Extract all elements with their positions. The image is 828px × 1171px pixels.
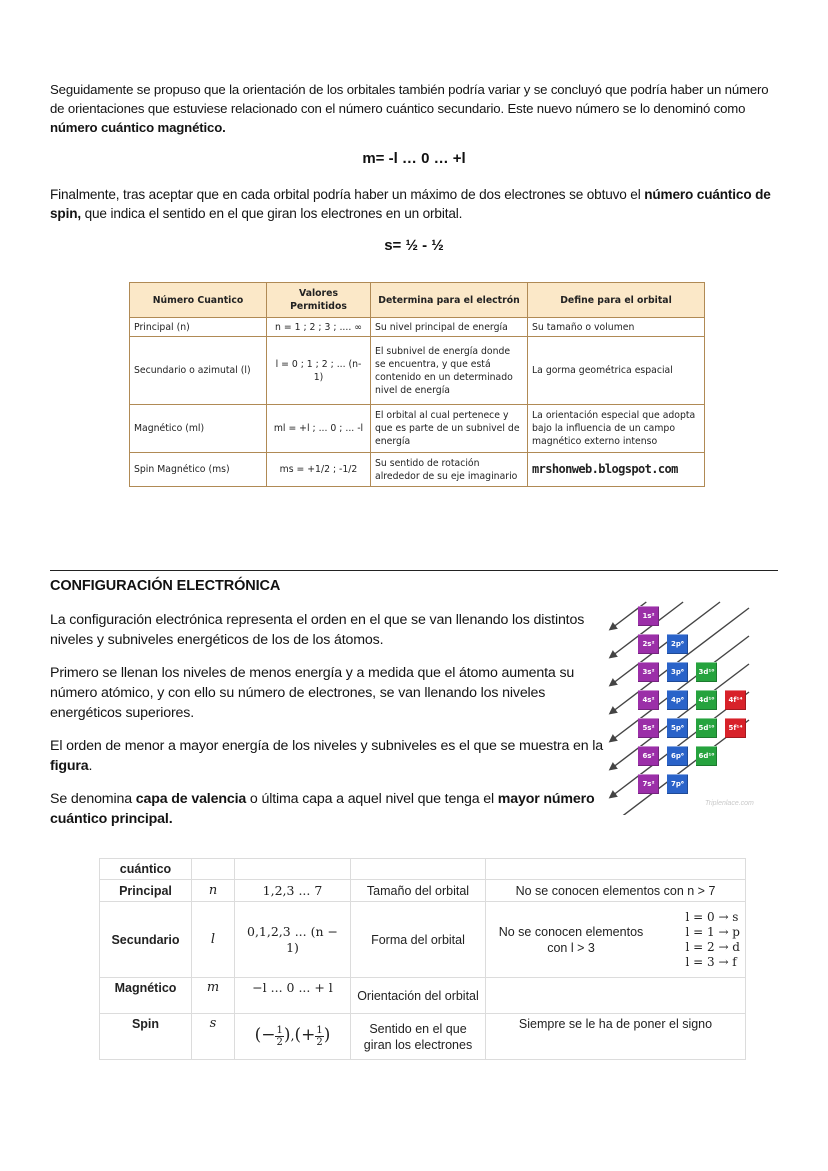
table-cell: Secundario o azimutal (l) xyxy=(130,337,267,405)
table-cell: Magnético (ml) xyxy=(130,405,267,453)
table-cell: ml = +l ; ... 0 ; ... -l xyxy=(267,405,371,453)
orbital-cell-4s: 4s² xyxy=(638,690,659,710)
table-cell: l = 0 ; 1 ; 2 ; ... (n-1) xyxy=(267,337,371,405)
orbital-cell-7s: 7s² xyxy=(638,774,659,794)
paren-open: (− xyxy=(254,1025,276,1045)
formula-magnetic: m= -l … 0 … +l xyxy=(362,150,466,167)
table-cell xyxy=(192,859,235,880)
table-row xyxy=(100,1014,746,1060)
table-header: Determina para el electrón xyxy=(371,283,528,318)
row-note: Siempre se le ha de poner el signo xyxy=(486,1014,746,1060)
table-cell: ms = +1/2 ; -1/2 xyxy=(267,453,371,487)
row-defines: Sentido en el que giran los electrones xyxy=(351,1014,486,1060)
row-symbol: m xyxy=(192,978,235,1014)
rule-line: l = 1 → p xyxy=(685,924,740,939)
aufbau-diagram xyxy=(600,600,780,815)
orbital-cell-5s: 5s² xyxy=(638,718,659,738)
table-header: Valores Permitidos xyxy=(267,283,371,318)
table-cell: Su tamaño o volumen xyxy=(528,318,705,337)
orbital-letter-rules xyxy=(685,910,740,970)
section-paragraph: Se denomina capa de valencia o última capa a aquel nivel que tenga el mayor número cuántico principal. xyxy=(50,791,595,827)
orbital-cell-3d: 3d¹⁰ xyxy=(696,662,717,682)
orbital-cell-1s: 1s² xyxy=(638,606,659,626)
section-divider xyxy=(50,570,778,571)
section-title: CONFIGURACIÓN ELECTRÓNICA xyxy=(50,578,281,594)
formula-spin: s= ½ - ½ xyxy=(384,237,444,254)
fraction xyxy=(315,1025,323,1048)
orbital-cell-4d: 4d¹⁰ xyxy=(696,690,717,710)
blog-watermark-text: mrshonweb.blogspot.com xyxy=(528,453,705,487)
table-header: Número Cuantico xyxy=(130,283,267,318)
row-note xyxy=(486,978,746,1014)
table-cell: La orientación especial que adopta bajo la influencia de un campo magnético externo intenso xyxy=(528,405,705,453)
rule-line: l = 3 → f xyxy=(685,954,737,969)
intro-paragraph-magnetic: Seguidamente se propuso que la orientación de los orbitales también podría variar y se concluyó que podría haber un número de orientaciones que estuviese relacionado con el número cuántico secundario. Este nuevo número se lo denominó como número cuántico magnético. xyxy=(50,82,769,135)
diagram-watermark: Triplenlace.com xyxy=(705,800,754,807)
row-symbol: l xyxy=(192,902,235,978)
quantum-numbers-table xyxy=(129,282,705,487)
table-row xyxy=(130,337,705,405)
denominator: 2 xyxy=(316,1037,323,1048)
separator: , xyxy=(290,1028,295,1043)
secundario-note: No se conocen elementos con l > 3 xyxy=(498,924,644,955)
orbital-cell-2s: 2s² xyxy=(638,634,659,654)
orbital-cell-7p: 7p⁶ xyxy=(667,774,688,794)
table-row xyxy=(100,902,746,978)
header-cell: cuántico xyxy=(100,859,192,880)
fraction xyxy=(275,1025,283,1048)
table-cell: El orbital al cual pertenece y que es parte de un subnivel de energía xyxy=(371,405,528,453)
orbital-cell-6d: 6d¹⁰ xyxy=(696,746,717,766)
orbital-cell-4p: 4p⁶ xyxy=(667,690,688,710)
diagonal-arrows xyxy=(600,600,780,815)
table-cell xyxy=(351,859,486,880)
row-name: Secundario xyxy=(100,902,192,978)
table-header-row xyxy=(130,283,705,318)
orbital-cell-5f: 5f¹⁴ xyxy=(725,718,746,738)
table-cell: Su nivel principal de energía xyxy=(371,318,528,337)
orbital-cell-6s: 6s² xyxy=(638,746,659,766)
table-row xyxy=(100,880,746,902)
row-name: Spin xyxy=(100,1014,192,1060)
numerator: 1 xyxy=(316,1025,323,1036)
numerator: 1 xyxy=(276,1025,283,1036)
table-row xyxy=(130,405,705,453)
row-symbol: s xyxy=(192,1014,235,1060)
table-row xyxy=(130,318,705,337)
orbital-cell-3s: 3s² xyxy=(638,662,659,682)
row-symbol: n xyxy=(192,880,235,902)
orbital-cell-2p: 2p⁶ xyxy=(667,634,688,654)
section-paragraph: Primero se llenan los niveles de menos energía y a medida que el átomo aumenta su número atómico, y con ello su número de electrones, se van llenando los niveles energéticos superiores. xyxy=(50,665,575,721)
intro-paragraph-spin: Finalmente, tras aceptar que en cada orbital podría haber un máximo de dos electrones se obtuvo el número cuántico de spin, que indica el sentido en el que giran los electrones en un orbital. xyxy=(50,187,771,221)
row-values: 1,2,3 ... 7 xyxy=(235,880,351,902)
table-cell: n = 1 ; 2 ; 3 ; .... ∞ xyxy=(267,318,371,337)
orbital-cell-4f: 4f¹⁴ xyxy=(725,690,746,710)
table-cell: Principal (n) xyxy=(130,318,267,337)
row-name: Magnético xyxy=(100,978,192,1014)
row-note xyxy=(486,902,746,978)
row-values xyxy=(235,1014,351,1060)
table-row xyxy=(100,978,746,1014)
table-row xyxy=(130,453,705,487)
paren-close: ) xyxy=(283,1025,291,1045)
row-values: −l ... 0 ... + l xyxy=(235,978,351,1014)
row-name: Principal xyxy=(100,880,192,902)
row-values: 0,1,2,3 ... (n − 1) xyxy=(235,902,351,978)
table-cell: La gorma geométrica espacial xyxy=(528,337,705,405)
orbital-cell-5p: 5p⁶ xyxy=(667,718,688,738)
paren-close: ) xyxy=(323,1025,331,1045)
table-row xyxy=(100,859,746,880)
denominator: 2 xyxy=(276,1037,283,1048)
row-defines: Orientación del orbital xyxy=(351,978,486,1014)
table-header: Define para el orbital xyxy=(528,283,705,318)
row-note: No se conocen elementos con n > 7 xyxy=(486,880,746,902)
table-cell xyxy=(235,859,351,880)
quantum-numbers-summary-table xyxy=(99,858,746,1060)
orbital-cell-3p: 3p⁶ xyxy=(667,662,688,682)
orbital-cell-6p: 6p⁶ xyxy=(667,746,688,766)
table-cell: El subnivel de energía donde se encuentra, y que está contenido en un determinado nivel de energía xyxy=(371,337,528,405)
paren-open: (+ xyxy=(294,1025,316,1045)
orbital-cell-5d: 5d¹⁰ xyxy=(696,718,717,738)
section-paragraph: El orden de menor a mayor energía de los niveles y subniveles es el que se muestra en la figura. xyxy=(50,738,604,774)
row-defines: Forma del orbital xyxy=(351,902,486,978)
table-cell xyxy=(486,859,746,880)
section-paragraph: La configuración electrónica representa el orden en el que se van llenando los distintos niveles y subniveles energéticos de los de los átomos. xyxy=(50,612,585,648)
rule-line: l = 0 → s xyxy=(685,909,739,924)
table-cell: Spin Magnético (ms) xyxy=(130,453,267,487)
rule-line: l = 2 → d xyxy=(685,939,740,954)
row-defines: Tamaño del orbital xyxy=(351,880,486,902)
table-cell: Su sentido de rotación alrededor de su eje imaginario xyxy=(371,453,528,487)
